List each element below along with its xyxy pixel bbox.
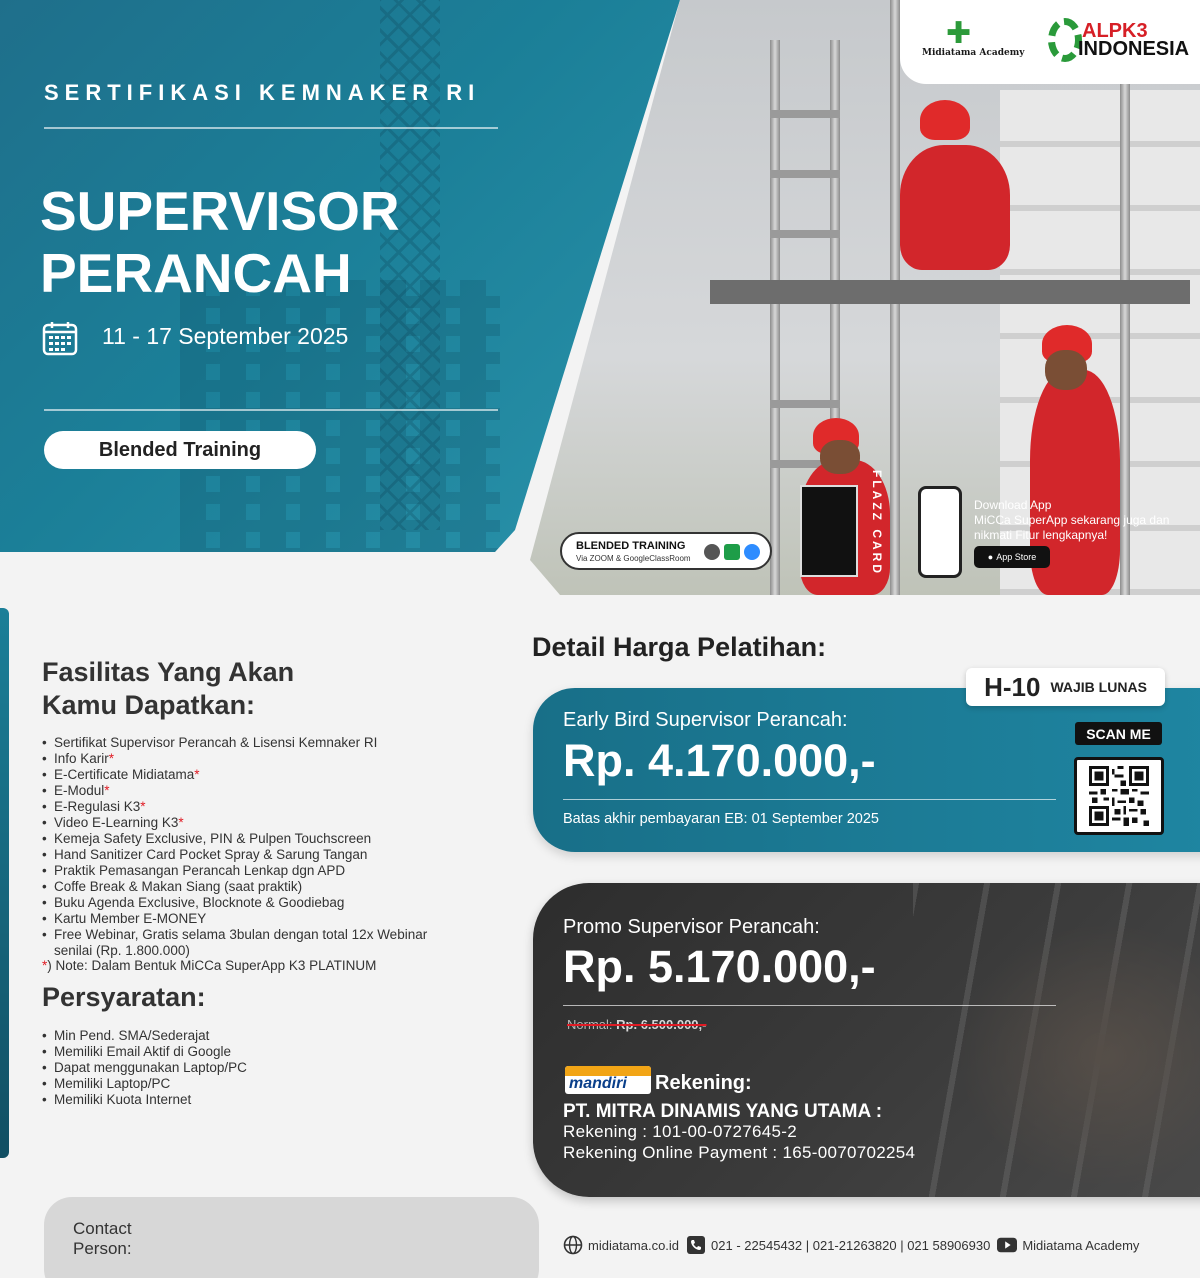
classroom-icon (724, 544, 740, 560)
apple-icon: ● (987, 552, 994, 562)
youtube-channel[interactable]: Midiatama Academy (1022, 1237, 1140, 1253)
facility-text: E-Regulasi K3 (54, 799, 141, 814)
worker-photo (913, 883, 1200, 1197)
bank-account-holder: PT. MITRA DINAMIS YANG UTAMA : (563, 1101, 883, 1122)
app-store-button[interactable] (974, 546, 1050, 568)
phone-icon (686, 1235, 706, 1255)
training-mode-badge: Blended Training (44, 431, 316, 469)
divider (44, 409, 498, 411)
facility-text: Hand Sanitizer Card Pocket Spray & Sarung Tangan (54, 847, 368, 862)
price-heading: Detail Harga Pelatihan: (532, 632, 827, 662)
facility-text: Free Webinar, Gratis selama 3bulan dengan total 12x Webinar senilai (Rp. 1.800.000) (54, 927, 428, 958)
gear-icon (1048, 18, 1082, 62)
blended-training-badge (560, 532, 772, 570)
phone-mockup (918, 486, 962, 578)
facility-item (42, 895, 462, 911)
worker-face (820, 440, 860, 474)
divider (563, 1005, 1056, 1006)
facility-item (42, 815, 462, 831)
midiatama-logo-text: Midiatama Academy (922, 48, 1025, 58)
online-payment-number: Rekening Online Payment : 165-0070702254 (563, 1143, 916, 1162)
title-line-2: PERANCAH (40, 242, 352, 304)
app-promo-text (974, 498, 1174, 543)
normal-price (567, 1017, 706, 1032)
mandiri-logo (565, 1066, 651, 1094)
ladder-rung (770, 110, 840, 118)
facilities-title: Fasilitas Yang Akan Kamu Dapatkan: (42, 657, 295, 720)
bank-account-label: Rekening: (655, 1072, 752, 1094)
facility-text: Sertifikat Supervisor Perancah & Lisensi Kemnaker RI (54, 735, 378, 750)
facility-item (42, 783, 462, 799)
scan-me-label: SCAN ME (1075, 722, 1162, 745)
footer-contacts (563, 1234, 1139, 1256)
requirement-item: • Min Pend. SMA/Sederajat (42, 1028, 462, 1044)
deadline-badge (966, 668, 1165, 706)
normal-price-value: Rp. 6.500.000,- (616, 1017, 707, 1032)
hero-kicker: SERTIFIKASI KEMNAKER RI (44, 80, 481, 105)
required-asterisk: * (140, 799, 146, 814)
building-silhouette (180, 280, 500, 552)
flazz-card-image (800, 485, 858, 577)
partner-logos (900, 0, 1200, 84)
bank-account-number: Rekening : 101-00-0727645-2 (563, 1122, 797, 1141)
facility-item (42, 863, 462, 879)
ladder-rung (770, 230, 840, 238)
blended-badge-subtitle: Via ZOOM & GoogleClassRoom (576, 554, 691, 563)
facility-item (42, 799, 462, 815)
scaffold-platform (710, 280, 1190, 304)
app-promo-line1: Download App (974, 498, 1052, 512)
midiatama-logo (922, 14, 1025, 66)
requirements-title: Persyaratan: (42, 982, 206, 1012)
mandiri-logo-text: mandiri (569, 1075, 627, 1092)
facility-text: Kemeja Safety Exclusive, PIN & Pulpen Touchscreen (54, 831, 372, 846)
promo-price: Rp. 5.170.000,- (563, 941, 876, 992)
flazz-card-label: FLAZZ CARD (870, 470, 884, 576)
requirement-item: • Memiliki Email Aktif di Google (42, 1044, 462, 1060)
note-text: ) Note: Dalam Bentuk MiCCa SuperApp K3 PLATINUM (47, 958, 377, 973)
facility-item (42, 735, 462, 751)
app-promo-line2: MiCCa SuperApp sekarang juga dan nikmati Fitur lengkapnya! (974, 513, 1170, 542)
ladder-rung (770, 170, 840, 178)
accent-bar (0, 608, 9, 1158)
facility-text: E-Modul (54, 783, 105, 798)
worker-figure (900, 145, 1010, 270)
facility-text: Coffe Break & Makan Siang (saat praktik) (54, 879, 303, 894)
facility-item (42, 911, 462, 927)
facility-text: Praktik Pemasangan Perancah Lenkap dgn APD (54, 863, 346, 878)
helmet (920, 100, 970, 140)
zoom-icon (744, 544, 760, 560)
alpk3-logo-line2: INDONESIA (1078, 38, 1190, 60)
facility-text: E-Certificate Midiatama (54, 767, 195, 782)
qr-code[interactable] (1074, 757, 1164, 835)
phone-numbers[interactable]: 021 - 22545432 | 021-21263820 | 021 58906930 (711, 1237, 991, 1253)
requirement-item: • Memiliki Kuota Internet (42, 1092, 462, 1108)
globe-icon (563, 1235, 583, 1255)
cross-icon: ✚ (946, 17, 972, 50)
contact-panel (44, 1197, 539, 1278)
facilities-list (42, 735, 462, 959)
facility-item (42, 847, 462, 863)
promo-card (533, 883, 1200, 1197)
required-asterisk: * (104, 783, 110, 798)
facility-text: Video E-Learning K3 (54, 815, 179, 830)
title-line-1: SUPERVISOR (40, 180, 400, 242)
facility-item (42, 767, 462, 783)
facilities-note (42, 958, 376, 973)
deadline-days: H-10 (984, 671, 1041, 702)
required-asterisk: * (194, 767, 200, 782)
deadline-label: WAJIB LUNAS (1050, 679, 1147, 695)
facility-item (42, 751, 462, 767)
requirement-item: • Dapat menggunakan Laptop/PC (42, 1060, 462, 1076)
note-asterisk: * (42, 958, 48, 973)
early-bird-price: Rp. 4.170.000,- (563, 735, 876, 786)
early-bird-deadline: Batas akhir pembayaran EB: 01 September 2025 (563, 811, 879, 827)
divider (44, 127, 498, 129)
facility-text: Kartu Member E-MONEY (54, 911, 207, 926)
normal-price-label: Normal: (567, 1017, 613, 1032)
facility-item (42, 879, 462, 895)
training-date: 11 - 17 September 2025 (102, 323, 349, 349)
qr-code-icon (1083, 766, 1155, 826)
requirements-list (42, 1028, 462, 1108)
worker-face (1045, 350, 1087, 390)
scaffold-pole (770, 40, 780, 595)
app-store-label: App Store (996, 552, 1037, 562)
required-asterisk: * (108, 751, 115, 766)
blended-badge-title: BLENDED TRAINING (576, 540, 686, 552)
required-asterisk: * (178, 815, 184, 830)
divider (563, 799, 1056, 800)
page-title (40, 180, 400, 304)
facility-text: Info Karir (54, 751, 109, 766)
early-bird-label: Early Bird Supervisor Perancah: (563, 709, 848, 731)
youtube-icon (997, 1235, 1017, 1255)
facility-text: Buku Agenda Exclusive, Blocknote & Goodiebag (54, 895, 345, 910)
promo-label: Promo Supervisor Perancah: (563, 916, 820, 938)
facility-item (42, 831, 462, 847)
facility-item (42, 927, 462, 959)
requirement-item: • Memiliki Laptop/PC (42, 1076, 462, 1092)
website-link[interactable]: midiatama.co.id (588, 1237, 680, 1253)
meet-icon (704, 544, 720, 560)
ladder-rung (770, 400, 840, 408)
contact-label: Contact Person: (73, 1219, 132, 1258)
alpk3-logo-line1: ALPK3 (1082, 20, 1148, 42)
calendar-icon (42, 320, 78, 356)
